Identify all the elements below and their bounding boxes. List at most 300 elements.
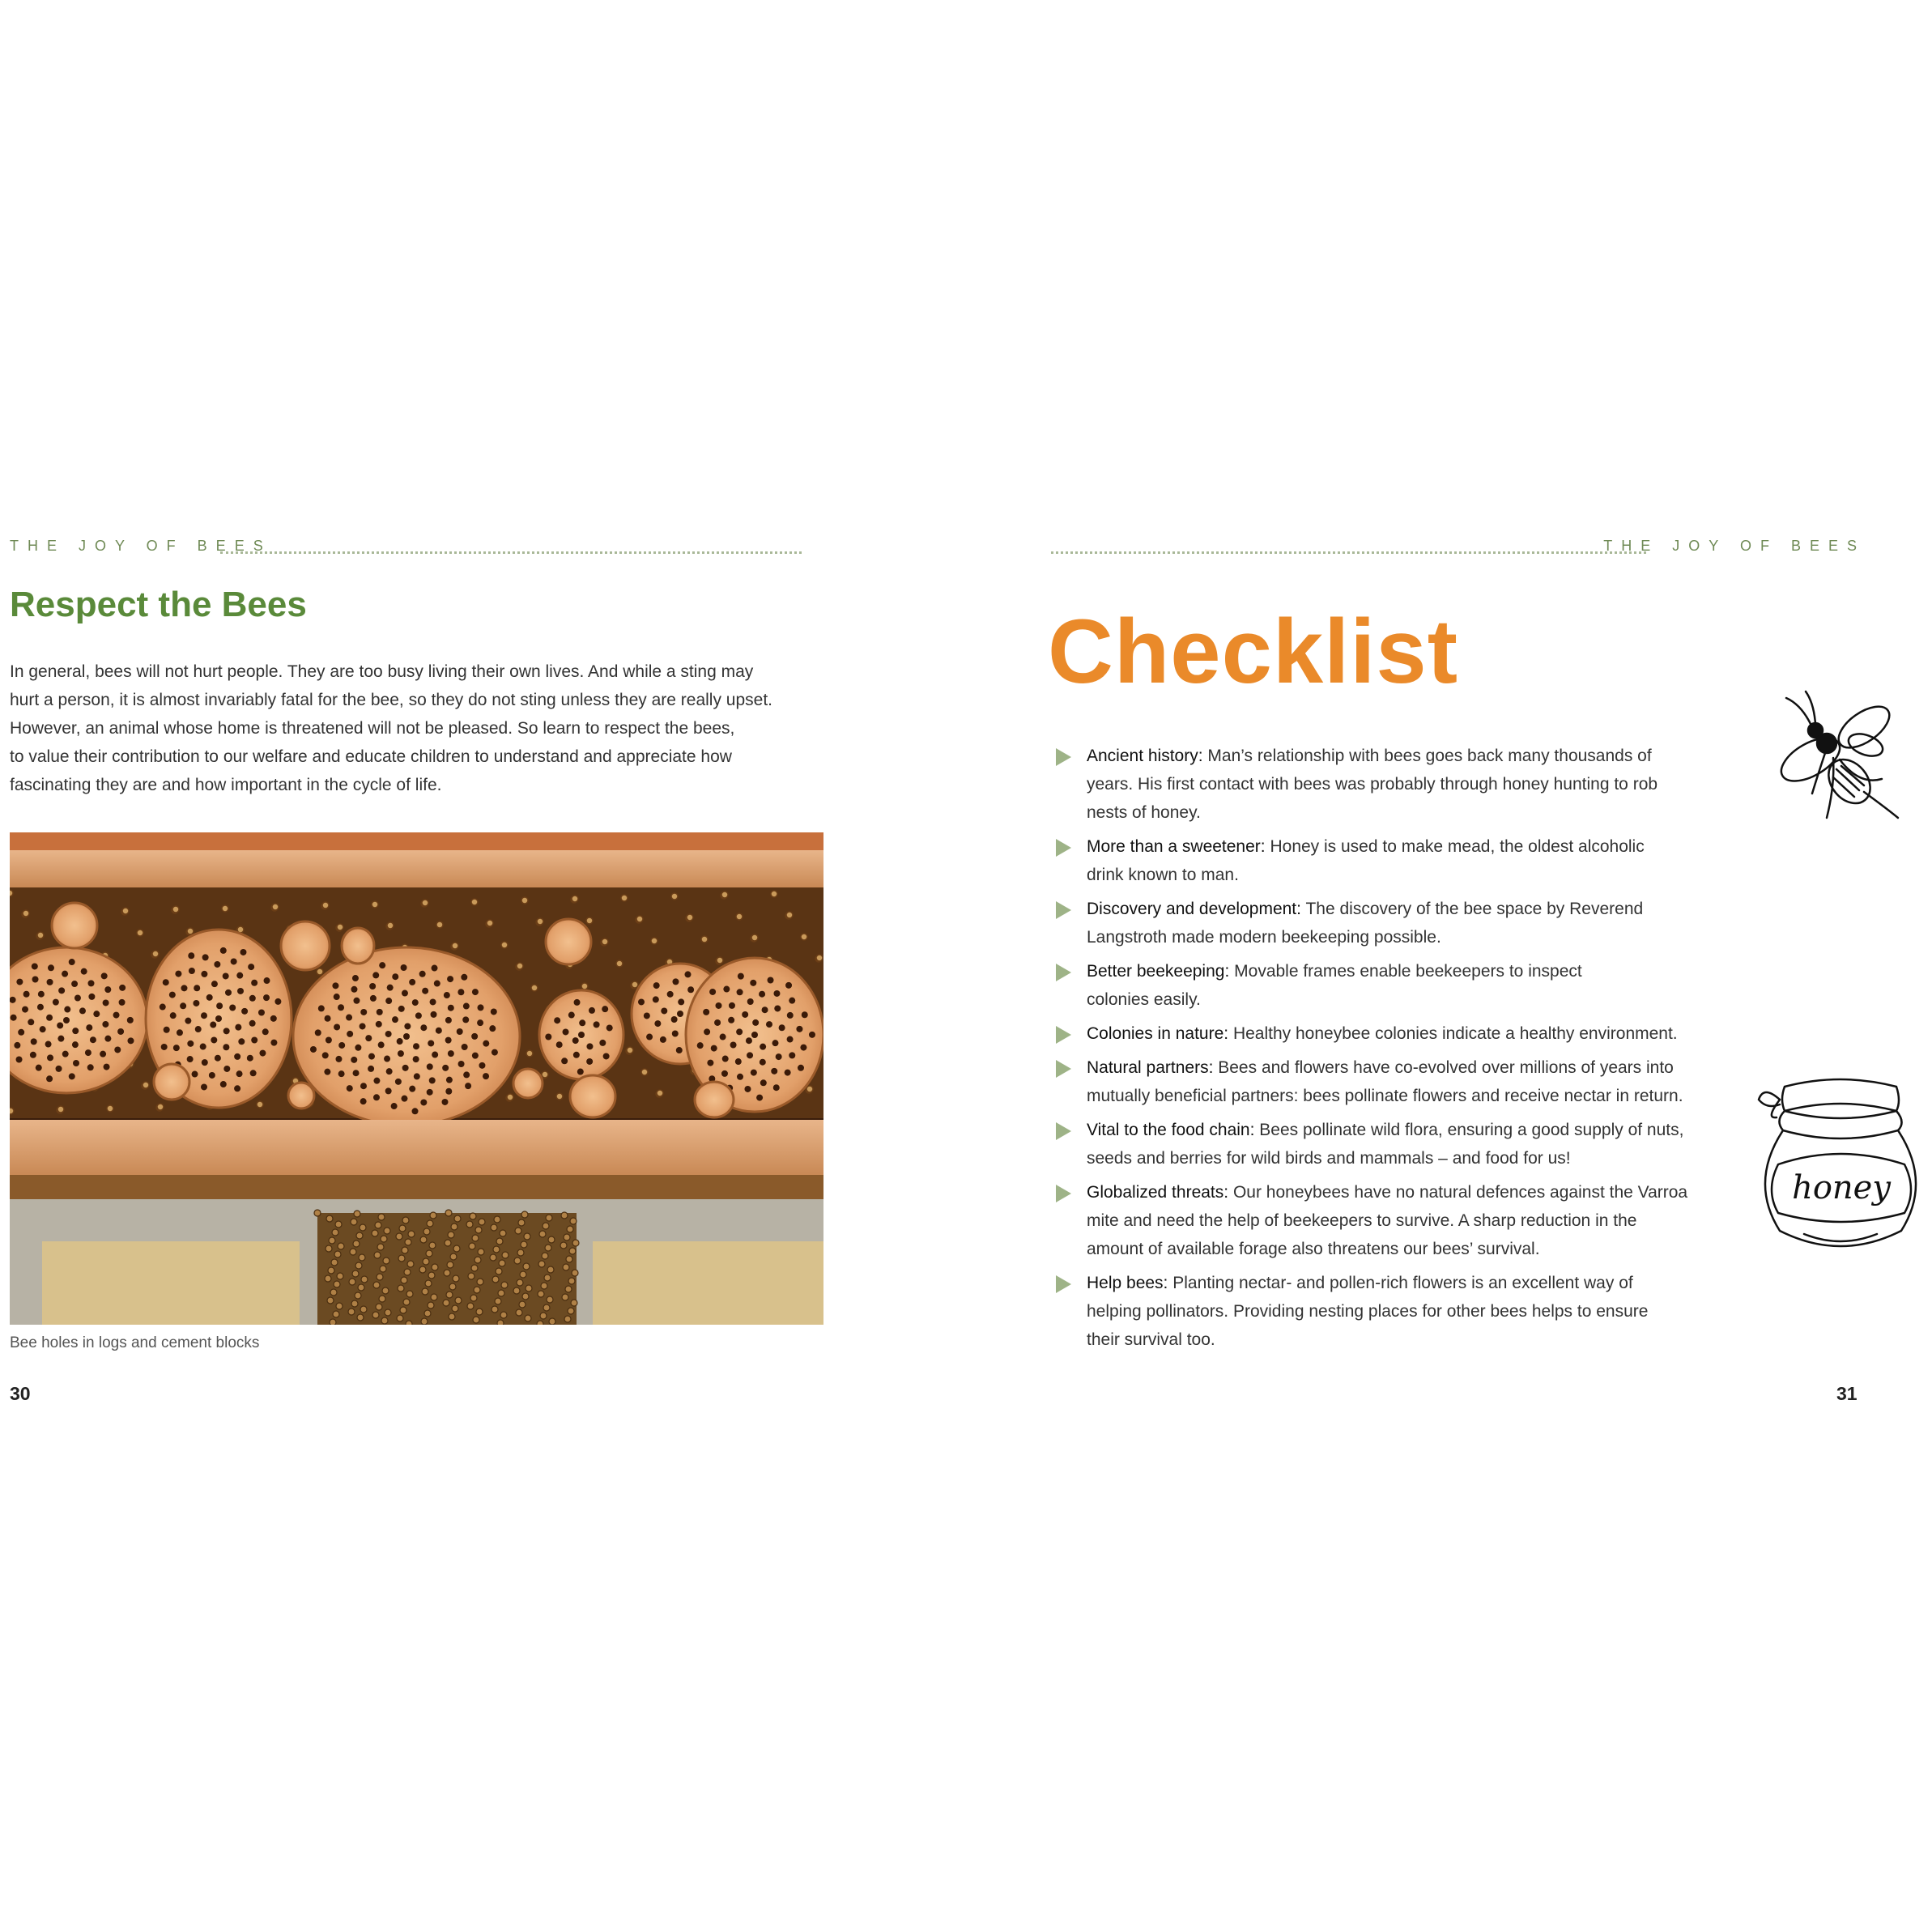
drilled-hole <box>430 998 436 1005</box>
reed-end <box>736 913 743 920</box>
reed-end <box>581 983 588 989</box>
drilled-hole <box>62 1051 69 1057</box>
drilled-hole <box>678 998 684 1005</box>
item-term: Globalized threats: <box>1087 1183 1229 1202</box>
item-term: Better beekeeping: <box>1087 962 1230 981</box>
drilled-hole <box>774 1005 781 1011</box>
drilled-hole <box>457 989 464 995</box>
reed-end <box>538 1261 545 1267</box>
reed-end <box>349 1279 355 1285</box>
reed-end <box>384 1228 390 1234</box>
reed-end <box>636 916 643 922</box>
drilled-hole <box>45 1041 52 1048</box>
drilled-hole <box>586 1058 593 1065</box>
reed-end <box>432 1264 438 1270</box>
reed-end <box>570 1218 577 1224</box>
drilled-hole <box>422 988 428 994</box>
drilled-hole <box>671 1016 678 1023</box>
drilled-hole <box>187 1056 194 1062</box>
drilled-hole <box>796 1026 802 1032</box>
drilled-hole <box>181 985 187 991</box>
reed-end <box>334 1251 341 1258</box>
reed-end <box>257 1101 263 1108</box>
drilled-hole <box>315 1029 321 1036</box>
reed-end <box>222 905 228 912</box>
reed-end <box>359 1254 365 1261</box>
drilled-hole <box>737 989 743 995</box>
drilled-hole <box>48 964 54 971</box>
log-end <box>281 921 330 970</box>
drilled-hole <box>802 1011 808 1018</box>
drilled-hole <box>318 1005 325 1011</box>
reed-end <box>403 1299 410 1305</box>
drilled-hole <box>661 1007 667 1014</box>
drilled-hole <box>721 1070 728 1077</box>
drilled-hole <box>773 990 780 997</box>
reed-end <box>398 1285 404 1292</box>
reed-end <box>474 1257 481 1263</box>
drilled-hole <box>684 971 691 977</box>
reed-end <box>451 1223 457 1230</box>
drilled-hole <box>750 980 756 986</box>
reed-end <box>586 917 593 924</box>
drilled-hole <box>223 1044 229 1050</box>
drilled-hole <box>23 991 30 998</box>
drilled-hole <box>398 1006 405 1012</box>
reed-end <box>422 1288 428 1295</box>
reed-end <box>717 957 723 964</box>
drilled-hole <box>729 1002 735 1009</box>
drilled-hole <box>384 1056 390 1062</box>
item-text-line: colonies easily. <box>1087 990 1201 1009</box>
reed-end <box>476 1309 483 1315</box>
reed-end <box>399 1225 406 1232</box>
reed-end <box>408 1231 415 1237</box>
drilled-hole <box>445 1088 452 1095</box>
drilled-hole <box>370 995 377 1002</box>
bullet-arrow-icon <box>1056 1275 1071 1293</box>
drilled-hole <box>730 1041 737 1048</box>
drilled-hole <box>687 986 694 993</box>
drilled-hole <box>728 1017 734 1023</box>
reed-end <box>499 1260 505 1266</box>
drilled-hole <box>249 1020 256 1027</box>
reed-end <box>567 1226 573 1232</box>
reed-end <box>786 912 793 918</box>
reed-end <box>572 1240 579 1246</box>
reed-end <box>547 1266 554 1273</box>
drilled-hole <box>751 1070 757 1076</box>
reed-end <box>351 1219 357 1225</box>
drilled-hole <box>414 1073 420 1079</box>
reed-end <box>514 1258 521 1264</box>
drilled-hole <box>36 1065 42 1071</box>
reed-end <box>137 930 143 936</box>
reed-end <box>379 1296 385 1302</box>
drilled-hole <box>392 973 398 980</box>
drilled-hole <box>771 1068 777 1075</box>
drilled-hole <box>419 971 426 977</box>
reed-end <box>360 1224 366 1231</box>
reed-end <box>801 934 807 940</box>
reed-end <box>500 1312 507 1318</box>
drilled-hole <box>573 1052 580 1058</box>
drilled-hole <box>360 1098 367 1104</box>
reed-end <box>497 1320 504 1325</box>
drilled-hole <box>262 1028 269 1035</box>
drilled-hole <box>87 1064 94 1070</box>
drilled-hole <box>489 1025 496 1032</box>
drilled-hole <box>247 1055 253 1062</box>
drilled-hole <box>638 998 645 1005</box>
drilled-hole <box>28 1019 34 1025</box>
reed-end <box>428 1302 434 1309</box>
drilled-hole <box>355 1045 361 1051</box>
reed-end <box>525 1315 531 1321</box>
log-end <box>288 1083 314 1109</box>
drilled-hole <box>85 1049 91 1056</box>
reed-end <box>549 1318 555 1325</box>
drilled-hole <box>119 985 126 991</box>
reed-end <box>453 1275 459 1282</box>
reed-end <box>537 918 543 925</box>
log-end <box>570 1075 615 1117</box>
reed-end <box>325 1275 331 1282</box>
reed-end <box>402 1247 408 1253</box>
drilled-hole <box>100 1051 106 1057</box>
drilled-hole <box>738 973 744 980</box>
reed-end <box>469 1243 475 1249</box>
reed-end <box>23 910 29 917</box>
drilled-hole <box>429 1077 436 1083</box>
item-text-line: The discovery of the bee space by Reverend <box>1305 900 1644 918</box>
drilled-hole <box>249 995 256 1002</box>
checklist-item <box>1053 832 1725 889</box>
drilled-hole <box>322 1052 329 1058</box>
drilled-hole <box>722 1056 729 1062</box>
reed-end <box>430 1212 436 1219</box>
dotted-rule-left <box>220 551 802 554</box>
drilled-hole <box>756 1095 763 1101</box>
drilled-hole <box>200 1044 206 1050</box>
drilled-hole <box>103 999 109 1006</box>
drilled-hole <box>195 1026 202 1032</box>
reed-end <box>520 1271 526 1278</box>
drilled-hole <box>231 958 237 964</box>
drilled-hole <box>334 994 340 1000</box>
reed-end <box>490 1254 496 1261</box>
reed-end <box>493 1246 500 1253</box>
reed-end <box>447 1262 453 1268</box>
bullet-arrow-icon <box>1056 1060 1071 1078</box>
drilled-hole <box>431 1011 437 1018</box>
intro-line: to value their contribution to our welfare and educate children to understand and appreciate how <box>10 747 732 766</box>
drilled-hole <box>30 1052 36 1058</box>
reed-end <box>517 1249 524 1256</box>
drilled-hole <box>760 1044 766 1050</box>
item-term: More than a sweetener: <box>1087 837 1266 856</box>
reed-end <box>375 1222 381 1228</box>
drilled-hole <box>263 994 270 1001</box>
reed-end <box>454 1215 461 1222</box>
drilled-hole <box>216 1002 223 1009</box>
drilled-hole <box>568 1012 575 1019</box>
drilled-hole <box>334 1023 340 1030</box>
drilled-hole <box>463 1071 470 1078</box>
drilled-hole <box>206 994 213 1001</box>
reed-end <box>521 897 528 904</box>
drilled-hole <box>420 1099 427 1105</box>
reed-end <box>498 1290 504 1296</box>
reed-end <box>452 943 458 949</box>
page-number-left: 30 <box>10 1383 31 1404</box>
reed-end <box>377 1244 384 1250</box>
drilled-hole <box>325 1015 331 1022</box>
drilled-hole <box>779 1024 785 1031</box>
reed-end <box>444 1270 450 1276</box>
drilled-hole <box>63 1017 70 1023</box>
drilled-hole <box>73 1060 79 1066</box>
drilled-hole <box>46 1015 53 1021</box>
drilled-hole <box>117 1028 124 1035</box>
drilled-hole <box>462 1016 469 1023</box>
drilled-hole <box>448 1050 454 1057</box>
reed-end <box>467 1303 474 1309</box>
drilled-hole <box>723 986 730 993</box>
drilled-hole <box>736 1028 743 1035</box>
reed-end <box>357 1314 364 1321</box>
reed-end <box>157 1104 164 1110</box>
reed-end <box>424 1310 431 1317</box>
drilled-hole <box>715 1002 721 1009</box>
reed-end <box>537 1321 543 1325</box>
reed-end <box>397 1315 403 1321</box>
reed-end <box>372 1230 378 1236</box>
drilled-hole <box>163 979 169 985</box>
reed-end <box>538 1291 544 1297</box>
drilled-hole <box>766 1021 772 1028</box>
reed-end <box>452 1305 458 1312</box>
reed-end <box>332 1229 338 1236</box>
reed-end <box>378 1214 385 1220</box>
bee-hotel-photo <box>10 832 823 1325</box>
drilled-hole <box>378 1041 385 1048</box>
drilled-hole <box>594 1021 600 1028</box>
drilled-hole <box>201 1012 207 1019</box>
item-text-line: mutually beneficial partners: bees pollinate flowers and receive nectar in return. <box>1087 1087 1683 1105</box>
drilled-hole <box>578 1032 585 1038</box>
reed-end <box>524 1233 530 1240</box>
drilled-hole <box>223 972 229 979</box>
drilled-hole <box>735 1058 742 1065</box>
reed-end <box>569 1248 576 1254</box>
reed-end <box>491 1224 497 1231</box>
drilled-hole <box>127 1017 134 1023</box>
drilled-hole <box>427 1089 433 1096</box>
checklist-item <box>1053 1269 1725 1354</box>
drilled-hole <box>57 1022 63 1028</box>
reed-end <box>478 1249 484 1255</box>
log-end <box>52 903 97 948</box>
checklist-title: Checklist <box>1048 601 1458 702</box>
drilled-hole <box>234 1053 240 1060</box>
reed-end <box>358 1284 364 1291</box>
drilled-hole <box>787 1036 794 1043</box>
item-text-line: Our honeybees have no natural defences against the Varroa <box>1232 1183 1688 1202</box>
reed-end <box>404 1269 411 1275</box>
reed-end <box>521 1211 528 1218</box>
drilled-hole <box>653 982 660 989</box>
drilled-hole <box>577 1069 584 1075</box>
drilled-hole <box>709 989 716 995</box>
drilled-hole <box>742 1011 748 1018</box>
item-text-line: years. His first contact with bees was probably through honey hunting to rob <box>1087 775 1658 794</box>
drilled-hole <box>215 1015 222 1022</box>
drilled-hole <box>445 1017 452 1023</box>
drilled-hole <box>235 1024 241 1031</box>
reed-end <box>455 1297 462 1304</box>
drilled-hole <box>471 1033 478 1040</box>
reed-end <box>494 1216 500 1223</box>
drilled-hole <box>545 1033 551 1040</box>
drilled-hole <box>180 1002 186 1009</box>
drilled-hole <box>491 1008 497 1015</box>
checklist-item <box>1053 957 1725 1014</box>
drilled-hole <box>402 1065 409 1071</box>
reed-end <box>37 932 44 938</box>
drilled-hole <box>102 1021 109 1028</box>
reed-end <box>326 1215 333 1222</box>
drilled-hole <box>744 1086 751 1092</box>
drilled-hole <box>703 1009 709 1015</box>
reed-end <box>560 1242 567 1249</box>
reed-end <box>474 1287 480 1293</box>
drilled-hole <box>127 1037 134 1044</box>
reed-end <box>419 1266 426 1273</box>
reed-end <box>406 1291 413 1297</box>
item-term: Help bees: <box>1087 1274 1168 1292</box>
reed-end <box>143 1082 149 1088</box>
drilled-hole <box>365 1035 372 1041</box>
drilled-hole <box>32 977 39 983</box>
drilled-hole <box>72 1028 79 1034</box>
reed-end <box>466 1221 473 1228</box>
reed-end <box>383 1258 389 1264</box>
reed-end <box>627 1047 633 1053</box>
drilled-hole <box>458 1061 465 1067</box>
drilled-hole <box>360 1083 367 1089</box>
intro-line: However, an animal whose home is threatened will not be pleased. So learn to respect the bees, <box>10 719 735 738</box>
drilled-hole <box>483 1073 489 1079</box>
drilled-hole <box>785 1070 791 1076</box>
reed-end <box>330 1319 336 1325</box>
reed-end <box>616 960 623 967</box>
item-text-line: Movable frames enable beekeepers to inspect <box>1234 962 1582 981</box>
drilled-hole <box>209 1072 215 1079</box>
reed-end <box>531 985 538 991</box>
drilled-hole <box>248 964 254 970</box>
intro-paragraph <box>10 657 828 799</box>
drilled-hole <box>461 974 467 981</box>
drilled-hole <box>432 965 438 972</box>
reed-end <box>657 1090 663 1096</box>
drilled-hole <box>704 1028 710 1035</box>
reed-end <box>428 1272 435 1279</box>
drilled-hole <box>192 1071 198 1078</box>
drilled-hole <box>747 998 754 1005</box>
drilled-hole <box>644 1012 650 1019</box>
drilled-hole <box>31 1038 37 1045</box>
bee-illustration-icon <box>1768 688 1914 834</box>
reed-end <box>330 1289 337 1296</box>
reed-end <box>571 1300 577 1306</box>
drilled-hole <box>18 1029 24 1036</box>
drilled-hole <box>258 1009 265 1015</box>
reed-end <box>355 1292 361 1299</box>
reed-end <box>565 1286 572 1292</box>
drilled-hole <box>250 1070 257 1076</box>
drilled-hole <box>88 994 95 1000</box>
reed-end <box>564 1234 570 1240</box>
item-term: Natural partners: <box>1087 1058 1214 1077</box>
intro-line: hurt a person, it is almost invariably fatal for the bee, so they do not sting unless they are really upset. <box>10 691 773 709</box>
reed-end <box>436 921 443 928</box>
drilled-hole <box>677 1011 683 1017</box>
drilled-hole <box>772 1040 778 1046</box>
reed-end <box>322 902 329 909</box>
drilled-hole <box>62 971 68 977</box>
drilled-hole <box>554 1017 560 1023</box>
reed-end <box>427 1220 433 1227</box>
reed-end <box>450 1253 457 1260</box>
reed-end <box>336 1303 343 1309</box>
item-text-line: their survival too. <box>1087 1330 1215 1349</box>
drilled-hole <box>37 1004 44 1011</box>
item-text-line: drink known to man. <box>1087 866 1239 884</box>
drilled-hole <box>234 1085 240 1092</box>
reed-end <box>453 1245 460 1252</box>
reed-end <box>449 1283 456 1290</box>
drilled-hole <box>398 1050 404 1057</box>
drilled-hole <box>412 1108 419 1114</box>
drilled-hole <box>64 1006 70 1013</box>
drilled-hole <box>602 1006 608 1012</box>
reed-end <box>492 1276 499 1283</box>
drilled-hole <box>412 999 419 1006</box>
reed-end <box>541 1283 547 1289</box>
drilled-hole <box>477 1019 483 1026</box>
reed-end <box>122 908 129 914</box>
drilled-hole <box>16 1056 23 1062</box>
reed-end <box>57 1106 64 1113</box>
drilled-hole <box>338 1070 345 1077</box>
drilled-hole <box>672 978 679 985</box>
item-text-line: Bees pollinate wild flora, ensuring a good supply of nuts, <box>1259 1121 1684 1139</box>
drilled-hole <box>353 998 360 1004</box>
drilled-hole <box>46 1075 53 1082</box>
drilled-hole <box>236 972 243 979</box>
drilled-hole <box>445 1037 452 1044</box>
drilled-hole <box>270 1040 277 1046</box>
reed-end <box>473 1317 479 1323</box>
drilled-hole <box>572 1037 579 1044</box>
reed-end <box>522 1293 529 1300</box>
drilled-hole <box>223 1066 230 1072</box>
reed-end <box>475 1227 482 1233</box>
item-text-line: nests of honey. <box>1087 803 1201 822</box>
item-text-line: Planting nectar- and pollen-rich flowers is an excellent way of <box>1172 1274 1633 1292</box>
drilled-hole <box>752 1019 759 1026</box>
